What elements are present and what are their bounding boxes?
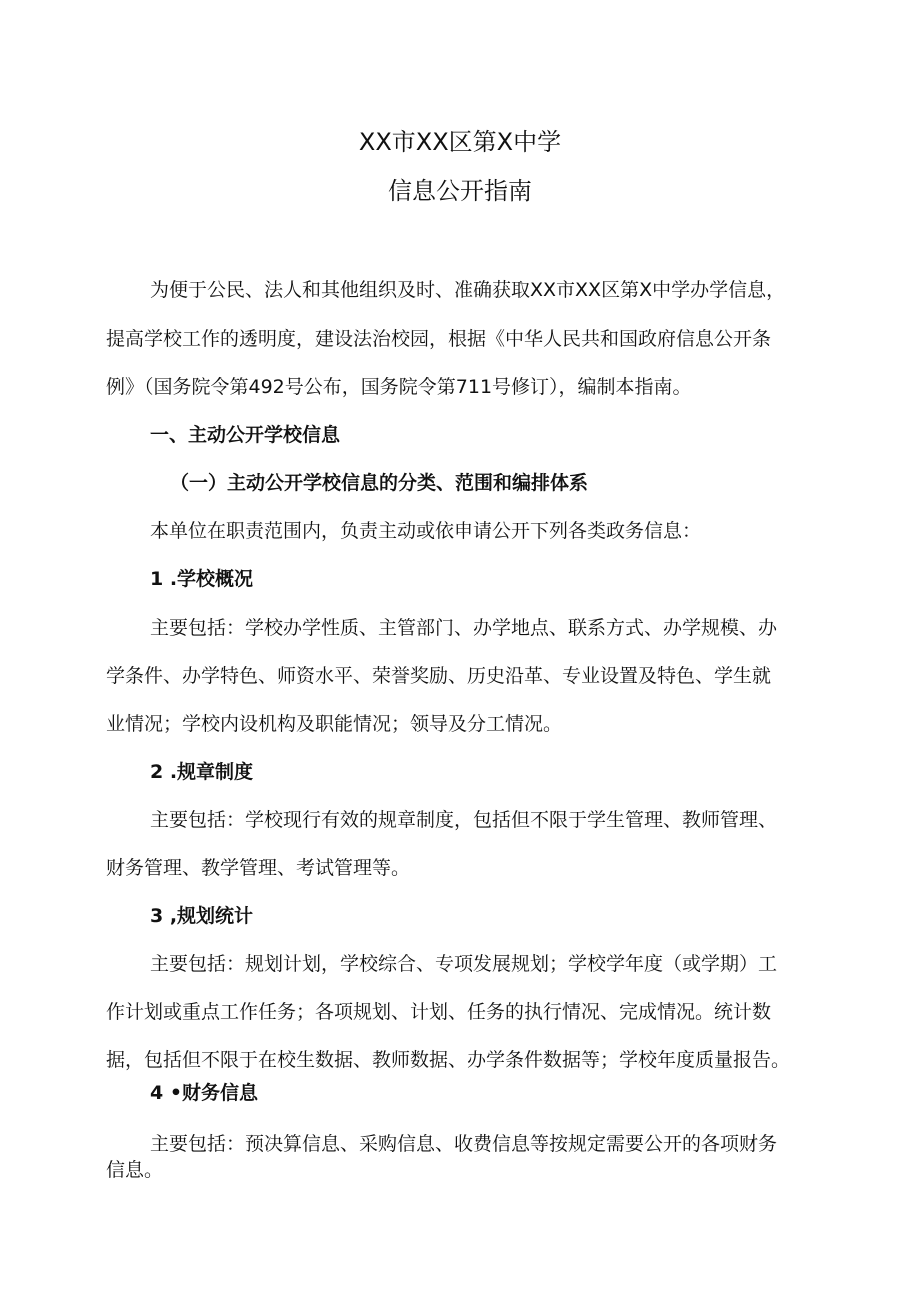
intro-line-3: 例》（国务院令第492号公布，国务院令第711号修订），编制本指南。 bbox=[106, 376, 692, 398]
item-4-line-2: 信息。 bbox=[106, 1159, 164, 1181]
item-3-line-3: 据，包括但不限于在校生数据、教师数据、办学条件数据等；学校年度质量报告。 bbox=[106, 1049, 791, 1071]
item-3-line-1: 主要包括：规划计划，学校综合、专项发展规划；学校学年度（或学期）工 bbox=[150, 953, 778, 975]
item-heading-1: 1 .学校概况 bbox=[150, 568, 254, 590]
intro-line-1: 为便于公民、法人和其他组织及时、准确获取XX市XX区第X中学办学信息， bbox=[150, 279, 786, 301]
item-2-line-2: 财务管理、教学管理、考试管理等。 bbox=[106, 857, 411, 879]
intro-line-2: 提高学校工作的透明度，建设法治校园，根据《中华人民共和国政府信息公开条 bbox=[106, 328, 772, 350]
item-1-line-1: 主要包括：学校办学性质、主管部门、办学地点、联系方式、办学规模、办 bbox=[150, 617, 778, 639]
item-heading-2: 2 .规章制度 bbox=[150, 761, 254, 783]
item-heading-4: 4 •财务信息 bbox=[150, 1082, 258, 1104]
item-2-line-1: 主要包括：学校现行有效的规章制度，包括但不限于学生管理、教师管理、 bbox=[150, 809, 778, 831]
item-heading-3: 3 ,规划统计 bbox=[150, 905, 254, 927]
section-heading: 一、主动公开学校信息 bbox=[150, 424, 341, 446]
document-title-line1: XX市XX区第X中学 bbox=[358, 128, 562, 156]
item-3-line-2: 作计划或重点工作任务；各项规划、计划、任务的执行情况、完成情况。统计数 bbox=[106, 1001, 772, 1023]
subsection-heading: （一）主动公开学校信息的分类、范围和编排体系 bbox=[170, 472, 589, 494]
item-1-line-2: 学条件、办学特色、师资水平、荣誉奖励、历史沿革、专业设置及特色、学生就 bbox=[106, 665, 772, 687]
item-4-line-1: 主要包括：预决算信息、采购信息、收费信息等按规定需要公开的各项财务 bbox=[150, 1133, 778, 1155]
item-1-line-3: 业情况；学校内设机构及职能情况；领导及分工情况。 bbox=[106, 713, 563, 735]
subsection-text: 本单位在职责范围内，负责主动或依申请公开下列各类政务信息： bbox=[150, 520, 702, 542]
document-title-line2: 信息公开指南 bbox=[388, 177, 532, 205]
